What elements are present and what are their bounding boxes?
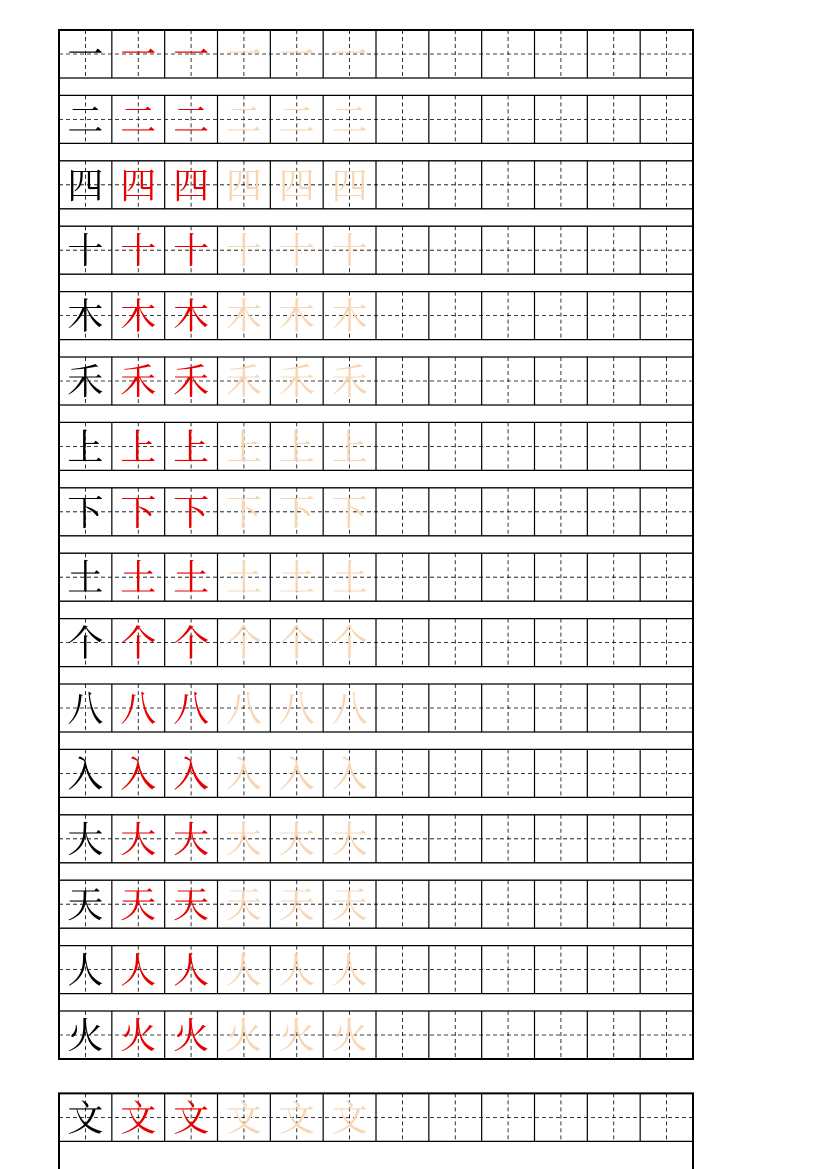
trace-char-light: 大 xyxy=(225,819,262,861)
trace-char-light: 文 xyxy=(331,1098,368,1140)
trace-char-light: 八 xyxy=(331,689,368,730)
model-char: 上 xyxy=(67,427,104,469)
trace-char-light: 禾 xyxy=(225,362,262,403)
trace-char-dark: 文 xyxy=(173,1098,210,1140)
trace-char-dark: 八 xyxy=(120,689,157,730)
practice-row xyxy=(59,422,693,470)
trace-char-light: 四 xyxy=(278,165,315,207)
model-char: 一 xyxy=(67,35,104,76)
practice-row xyxy=(59,619,693,667)
trace-char-dark: 土 xyxy=(173,558,210,600)
practice-row xyxy=(59,1011,693,1059)
model-char: 人 xyxy=(67,950,104,992)
trace-char-dark: 入 xyxy=(120,754,157,796)
model-char: 十 xyxy=(67,231,104,273)
practice-row xyxy=(59,684,693,732)
trace-char-light: 火 xyxy=(225,1016,262,1057)
model-char: 入 xyxy=(67,754,104,796)
trace-char-light: 下 xyxy=(331,492,368,534)
trace-char-dark: 一 xyxy=(120,35,157,76)
trace-char-dark: 二 xyxy=(173,100,210,142)
trace-char-dark: 天 xyxy=(120,885,157,927)
model-char: 天 xyxy=(67,885,104,927)
trace-char-light: 禾 xyxy=(331,362,368,403)
trace-char-light: 大 xyxy=(278,819,315,861)
trace-char-light: 人 xyxy=(331,950,368,992)
trace-char-light: 八 xyxy=(225,689,262,730)
trace-char-light: 十 xyxy=(278,231,315,273)
trace-char-light: 大 xyxy=(331,819,368,861)
trace-char-light: 下 xyxy=(278,492,315,534)
trace-char-dark: 天 xyxy=(173,885,210,927)
trace-char-light: 天 xyxy=(278,885,315,927)
trace-char-light: 人 xyxy=(225,950,262,992)
trace-char-light: 个 xyxy=(225,623,262,665)
trace-char-light: 个 xyxy=(278,623,315,665)
trace-char-light: 一 xyxy=(225,35,262,76)
trace-char-dark: 文 xyxy=(120,1098,157,1140)
trace-char-dark: 一 xyxy=(173,35,210,76)
practice-row xyxy=(59,815,693,863)
trace-char-dark: 个 xyxy=(120,623,157,665)
practice-row xyxy=(59,292,693,340)
trace-char-dark: 八 xyxy=(173,689,210,730)
trace-char-light: 火 xyxy=(278,1016,315,1057)
trace-char-light: 天 xyxy=(225,885,262,927)
trace-char-light: 木 xyxy=(278,296,315,338)
trace-char-light: 上 xyxy=(278,427,315,469)
trace-char-dark: 十 xyxy=(173,231,210,273)
trace-char-dark: 人 xyxy=(173,950,210,992)
trace-char-light: 木 xyxy=(331,296,368,338)
trace-char-light: 火 xyxy=(331,1016,368,1057)
trace-char-light: 文 xyxy=(225,1098,262,1140)
trace-char-light: 入 xyxy=(278,754,315,796)
trace-char-light: 入 xyxy=(225,754,262,796)
trace-char-light: 土 xyxy=(278,558,315,600)
model-char: 下 xyxy=(67,492,104,534)
trace-char-light: 二 xyxy=(278,100,315,142)
trace-char-dark: 土 xyxy=(120,558,157,600)
practice-row xyxy=(59,1093,693,1141)
model-char: 二 xyxy=(67,100,104,142)
trace-char-light: 八 xyxy=(278,689,315,730)
trace-char-dark: 人 xyxy=(120,950,157,992)
trace-char-dark: 禾 xyxy=(120,362,157,403)
trace-char-dark: 十 xyxy=(120,231,157,273)
trace-char-dark: 入 xyxy=(173,754,210,796)
trace-char-dark: 下 xyxy=(120,492,157,534)
trace-char-light: 二 xyxy=(225,100,262,142)
trace-char-dark: 个 xyxy=(173,623,210,665)
trace-char-light: 木 xyxy=(225,296,262,338)
practice-row xyxy=(59,226,693,274)
trace-char-dark: 大 xyxy=(120,819,157,861)
trace-char-light: 文 xyxy=(278,1098,315,1140)
trace-char-light: 上 xyxy=(331,427,368,469)
model-char: 八 xyxy=(67,689,104,730)
practice-row xyxy=(59,488,693,536)
trace-char-dark: 木 xyxy=(173,296,210,338)
trace-char-light: 天 xyxy=(331,885,368,927)
trace-char-light: 下 xyxy=(225,492,262,534)
trace-char-light: 二 xyxy=(331,100,368,142)
practice-row xyxy=(59,95,693,143)
trace-char-dark: 下 xyxy=(173,492,210,534)
trace-char-dark: 上 xyxy=(120,427,157,469)
model-char: 火 xyxy=(67,1016,104,1057)
trace-char-dark: 火 xyxy=(120,1016,157,1057)
model-char: 大 xyxy=(67,819,104,861)
practice-row xyxy=(59,880,693,928)
trace-char-light: 十 xyxy=(225,231,262,273)
trace-char-light: 个 xyxy=(331,623,368,665)
trace-char-dark: 大 xyxy=(173,819,210,861)
trace-char-dark: 上 xyxy=(173,427,210,469)
practice-row xyxy=(59,30,693,78)
trace-char-dark: 四 xyxy=(173,165,210,207)
trace-char-light: 四 xyxy=(331,165,368,207)
practice-row xyxy=(59,357,693,405)
practice-row xyxy=(59,161,693,209)
trace-char-light: 一 xyxy=(331,35,368,76)
trace-char-dark: 禾 xyxy=(173,362,210,403)
model-char: 文 xyxy=(67,1098,104,1140)
trace-char-light: 土 xyxy=(225,558,262,600)
model-char: 禾 xyxy=(67,362,104,403)
model-char: 个 xyxy=(67,623,104,665)
practice-row xyxy=(59,749,693,797)
model-char: 木 xyxy=(67,296,104,338)
trace-char-dark: 四 xyxy=(120,165,157,207)
model-char: 四 xyxy=(67,165,104,207)
trace-char-dark: 木 xyxy=(120,296,157,338)
trace-char-light: 禾 xyxy=(278,362,315,403)
trace-char-light: 一 xyxy=(278,35,315,76)
trace-char-light: 土 xyxy=(331,558,368,600)
trace-char-light: 十 xyxy=(331,231,368,273)
trace-char-light: 入 xyxy=(331,754,368,796)
practice-row xyxy=(59,946,693,994)
trace-char-light: 人 xyxy=(278,950,315,992)
practice-row xyxy=(59,553,693,601)
trace-char-light: 四 xyxy=(225,165,262,207)
trace-char-dark: 火 xyxy=(173,1016,210,1057)
model-char: 土 xyxy=(67,558,104,600)
trace-char-light: 上 xyxy=(225,427,262,469)
trace-char-dark: 二 xyxy=(120,100,157,142)
